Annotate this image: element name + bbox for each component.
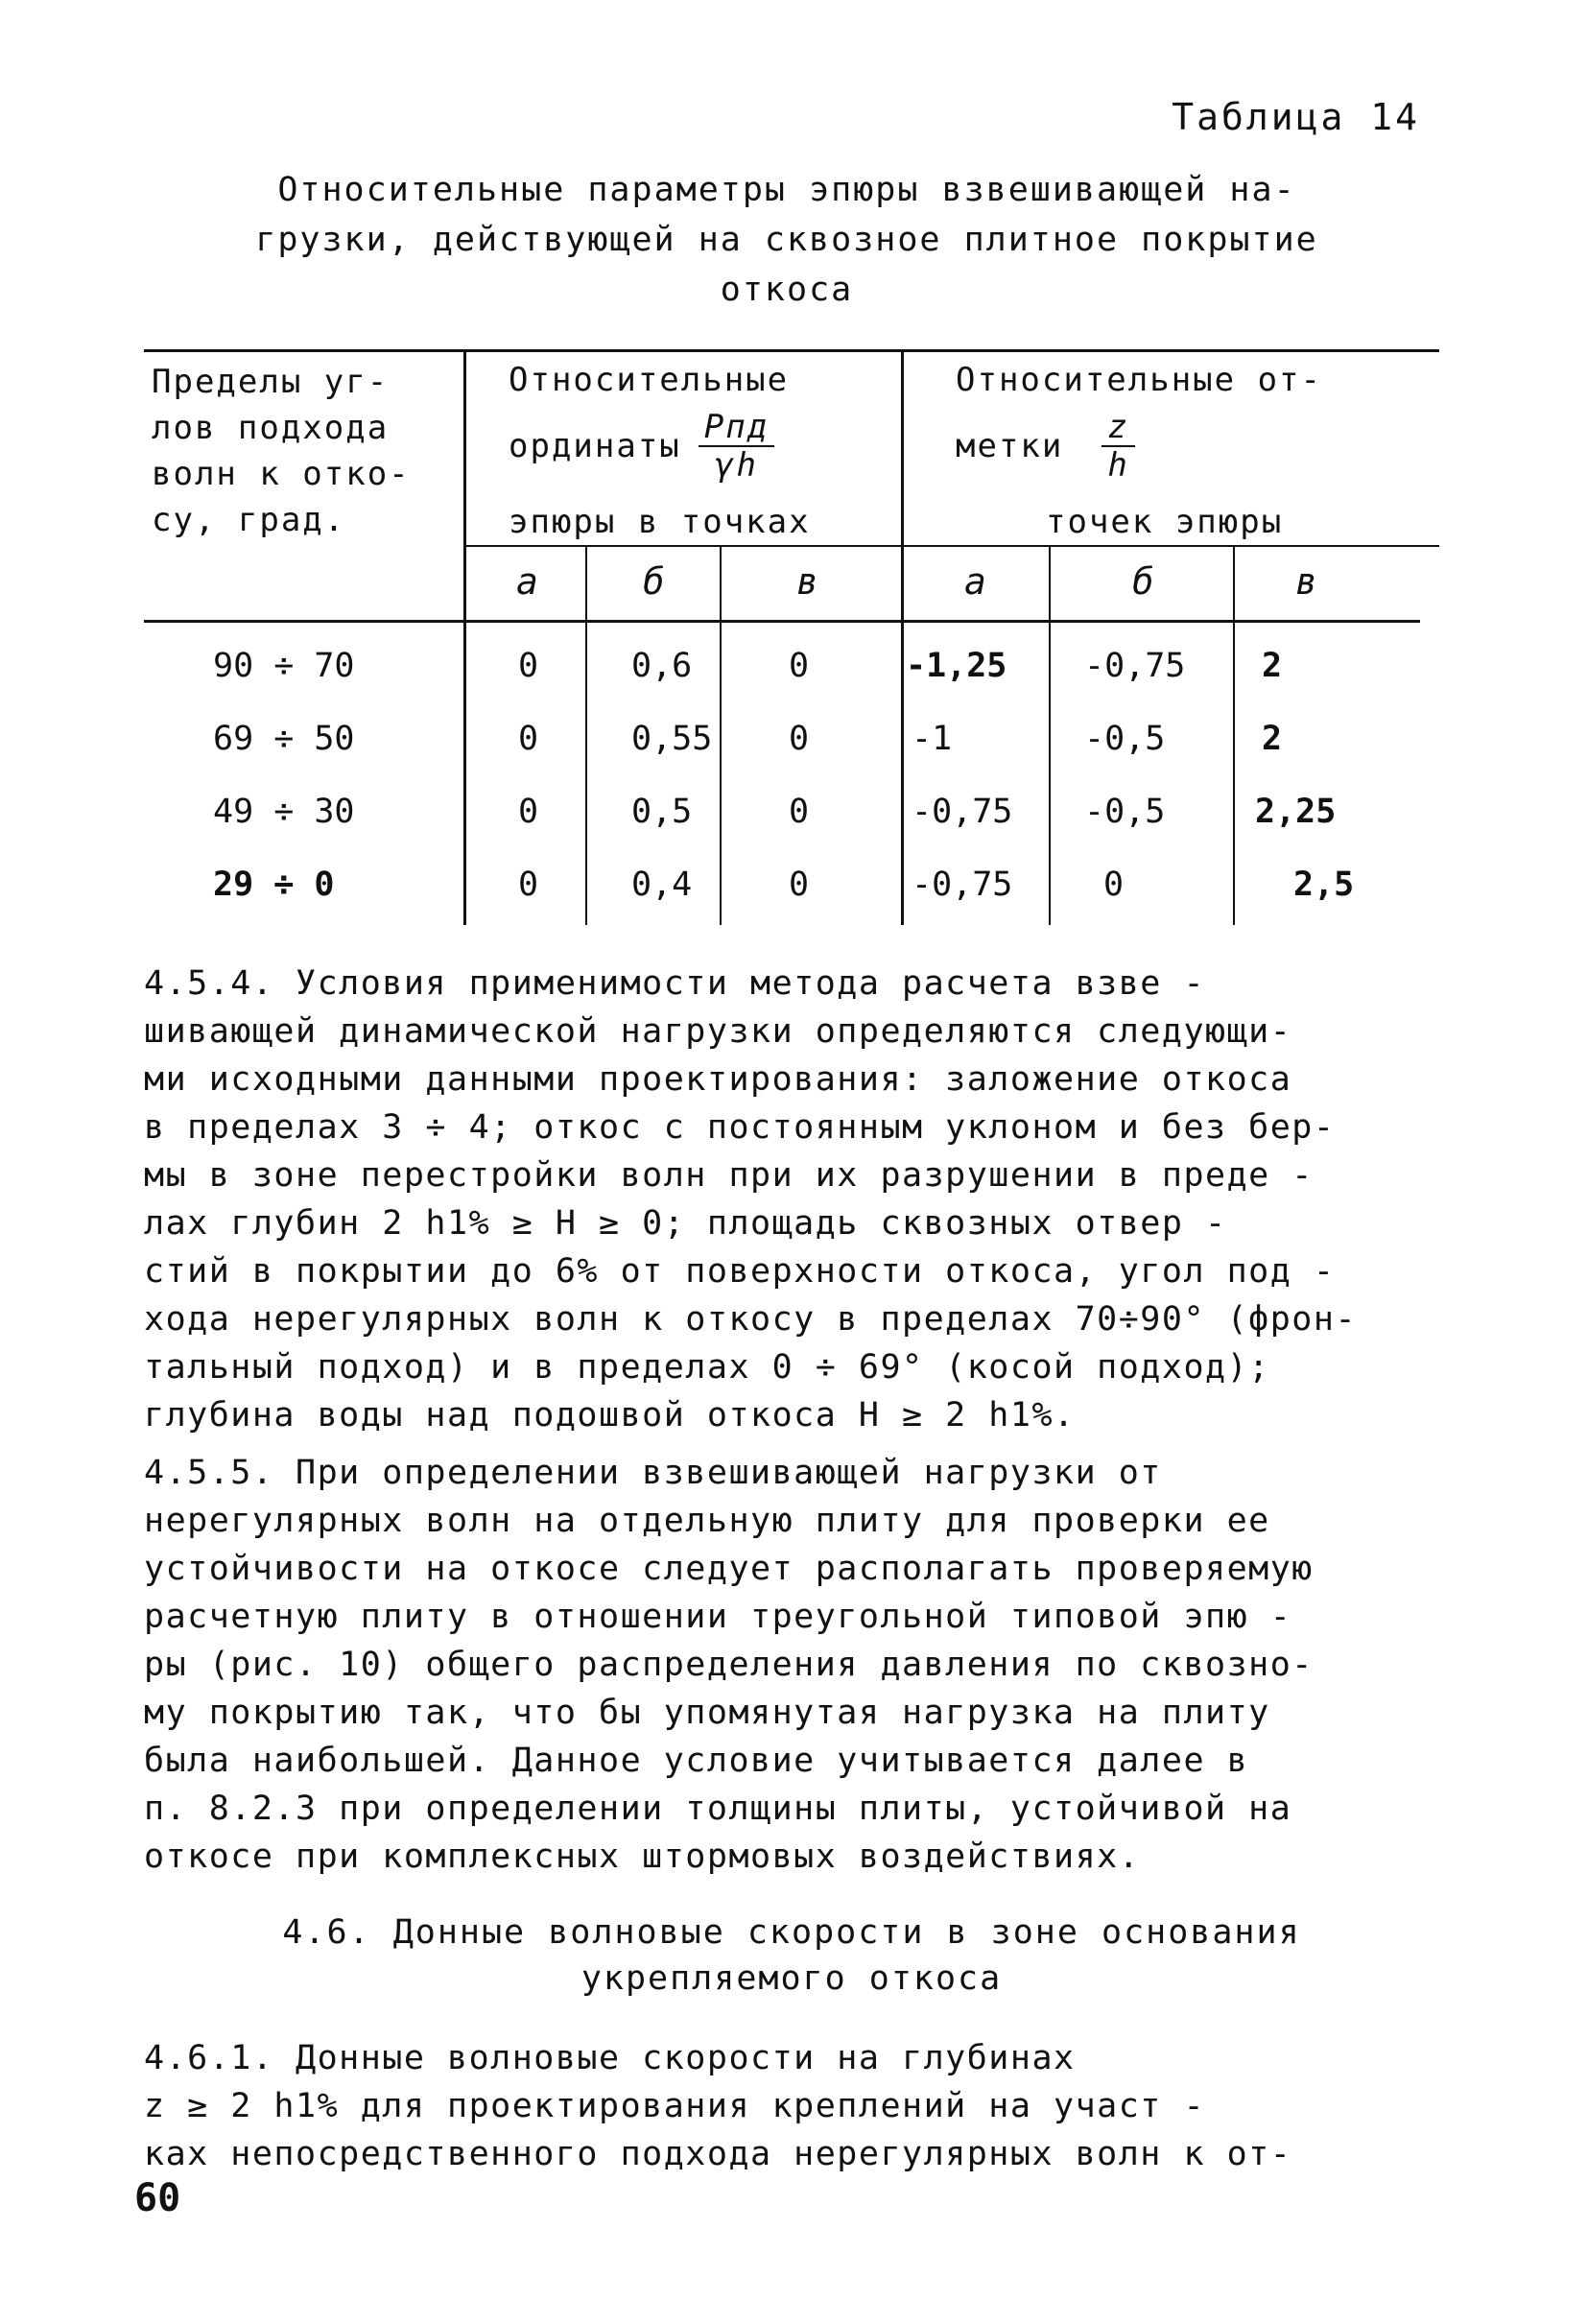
row1-zv: 2 bbox=[1262, 647, 1283, 685]
group2-line3: точек эпюры bbox=[1046, 503, 1284, 541]
group1-ordinates-label: ординаты bbox=[509, 427, 681, 465]
table-title-line: грузки, действующей на сквозное плитное покрытие bbox=[255, 221, 1318, 259]
text-line: 4.5.5. При определении взвешивающей нагрузки от bbox=[144, 1454, 1162, 1492]
group2-line1: Относительные от- bbox=[956, 361, 1322, 399]
subcol-v: в bbox=[796, 560, 818, 603]
table-top-rule bbox=[144, 349, 1439, 352]
table-vrule bbox=[720, 545, 722, 925]
subcol-a: а bbox=[516, 560, 538, 603]
data-table bbox=[144, 349, 1439, 925]
table-vrule bbox=[901, 349, 904, 925]
text-line: мы в зоне перестройки волн при их разрушении в преде - bbox=[144, 1156, 1314, 1195]
table-vrule bbox=[463, 349, 466, 925]
table-title bbox=[144, 165, 1430, 315]
text-line: была наибольшей. Данное условие учитывается далее в bbox=[144, 1742, 1249, 1780]
row4-angle: 29 ÷ 0 bbox=[213, 866, 335, 904]
section-heading-line: 4.6. Донные волновые скорости в зоне основания bbox=[282, 1913, 1301, 1952]
text-line: хода нерегулярных волн к откосу в пределах 70÷90° (фрон- bbox=[144, 1300, 1358, 1339]
row2-a: 0 bbox=[518, 720, 539, 758]
row3-za: -0,75 bbox=[912, 793, 1013, 831]
fraction-denominator: h bbox=[1107, 446, 1129, 485]
row1-v: 0 bbox=[789, 647, 810, 685]
text-line: шивающей динамической нагрузки определяются следующи- bbox=[144, 1012, 1292, 1051]
text-line: нерегулярных волн на отдельную плиту для проверки ее bbox=[144, 1502, 1270, 1540]
group1-line2 bbox=[509, 409, 774, 484]
group-bottom-rule bbox=[463, 545, 1439, 547]
page-number: 60 bbox=[134, 2176, 181, 2220]
table-vrule bbox=[585, 545, 587, 925]
depth-ratio-fraction bbox=[1101, 409, 1134, 484]
row4-zv: 2,5 bbox=[1293, 866, 1355, 904]
row1-angle: 90 ÷ 70 bbox=[213, 647, 355, 685]
fraction-denominator: γh bbox=[715, 446, 758, 485]
text-line: z ≥ 2 h1% для проектирования креплений на участ - bbox=[144, 2087, 1206, 2125]
row1-zb: -0,75 bbox=[1084, 647, 1186, 685]
row4-za: -0,75 bbox=[912, 866, 1013, 904]
group2-line2 bbox=[956, 409, 1135, 484]
header-bottom-rule bbox=[144, 620, 1420, 623]
text-line: п. 8.2.3 при определении толщины плиты, устойчивой на bbox=[144, 1790, 1292, 1828]
row4-v: 0 bbox=[789, 866, 810, 904]
row1-za: -1,25 bbox=[906, 647, 1007, 685]
row2-zv: 2 bbox=[1262, 720, 1283, 758]
row2-b: 0,55 bbox=[631, 720, 713, 758]
row2-zb: -0,5 bbox=[1084, 720, 1166, 758]
col-header-line: Пределы уг- bbox=[152, 363, 390, 401]
subcol-a: а bbox=[964, 560, 986, 603]
col-header-line: волн к отко- bbox=[152, 455, 411, 493]
text-line: лах глубин 2 h1% ≥ H ≥ 0; площадь сквозных отвер - bbox=[144, 1204, 1227, 1243]
row3-v: 0 bbox=[789, 793, 810, 831]
table-title-line: Относительные параметры эпюры взвешивающей на- bbox=[277, 171, 1296, 209]
group1-line3: эпюры в точках bbox=[509, 503, 811, 541]
text-line: 4.5.4. Условия применимости метода расчета взве - bbox=[144, 964, 1206, 1003]
row3-zv: 2,25 bbox=[1255, 793, 1337, 831]
row1-a: 0 bbox=[518, 647, 539, 685]
section-heading-line: укрепляемого откоса bbox=[580, 1959, 1003, 1998]
text-line: ми исходными данными проектирования: заложение откоса bbox=[144, 1060, 1292, 1099]
text-line: ках непосредственного подхода нерегулярных волн к от- bbox=[144, 2135, 1292, 2173]
text-line: расчетную плиту в отношении треугольной типовой эпю - bbox=[144, 1598, 1292, 1636]
col-header-angle bbox=[152, 359, 411, 543]
text-line: глубина воды над подошвой откоса H ≥ 2 h1%. bbox=[144, 1396, 1076, 1435]
text-line: устойчивости на откосе следует располагать проверяемую bbox=[144, 1550, 1314, 1588]
row3-a: 0 bbox=[518, 793, 539, 831]
text-line: 4.6.1. Донные волновые скорости на глубинах bbox=[144, 2039, 1076, 2077]
group2-marks-label: метки bbox=[956, 427, 1064, 465]
text-line: в пределах 3 ÷ 4; откос с постоянным уклоном и без бер- bbox=[144, 1108, 1336, 1147]
fraction-numerator: z bbox=[1101, 409, 1134, 447]
subcol-b: б bbox=[643, 560, 665, 603]
table-title-line: откоса bbox=[720, 271, 854, 309]
row4-zb: 0 bbox=[1103, 866, 1125, 904]
row3-b: 0,5 bbox=[631, 793, 693, 831]
fraction-numerator: Pпд bbox=[699, 409, 774, 447]
row2-za: -1 bbox=[912, 720, 953, 758]
table-vrule bbox=[1049, 545, 1051, 925]
row4-b: 0,4 bbox=[631, 866, 693, 904]
col-header-line: лов подхода bbox=[152, 409, 390, 447]
row4-a: 0 bbox=[518, 866, 539, 904]
subcol-v: в bbox=[1295, 560, 1317, 603]
group1-line1: Относительные bbox=[509, 361, 790, 399]
text-line: стий в покрытии до 6% от поверхности откоса, угол под - bbox=[144, 1252, 1336, 1291]
pressure-ratio-fraction bbox=[699, 409, 774, 484]
table-vrule bbox=[1233, 545, 1235, 925]
row2-v: 0 bbox=[789, 720, 810, 758]
table-number: Таблица 14 bbox=[1172, 96, 1420, 138]
text-line: ры (рис. 10) общего распределения давления по сквозно- bbox=[144, 1646, 1314, 1684]
row3-zb: -0,5 bbox=[1084, 793, 1166, 831]
text-line: му покрытию так, что бы упомянутая нагрузка на плиту bbox=[144, 1694, 1270, 1732]
col-header-line: су, град. bbox=[152, 501, 346, 539]
row2-angle: 69 ÷ 50 bbox=[213, 720, 355, 758]
text-line: откосе при комплексных штормовых воздействиях. bbox=[144, 1838, 1141, 1876]
text-line: тальный подход) и в пределах 0 ÷ 69° (косой подход); bbox=[144, 1348, 1270, 1387]
row3-angle: 49 ÷ 30 bbox=[213, 793, 355, 831]
subcol-b: б bbox=[1132, 560, 1154, 603]
row1-b: 0,6 bbox=[631, 647, 693, 685]
